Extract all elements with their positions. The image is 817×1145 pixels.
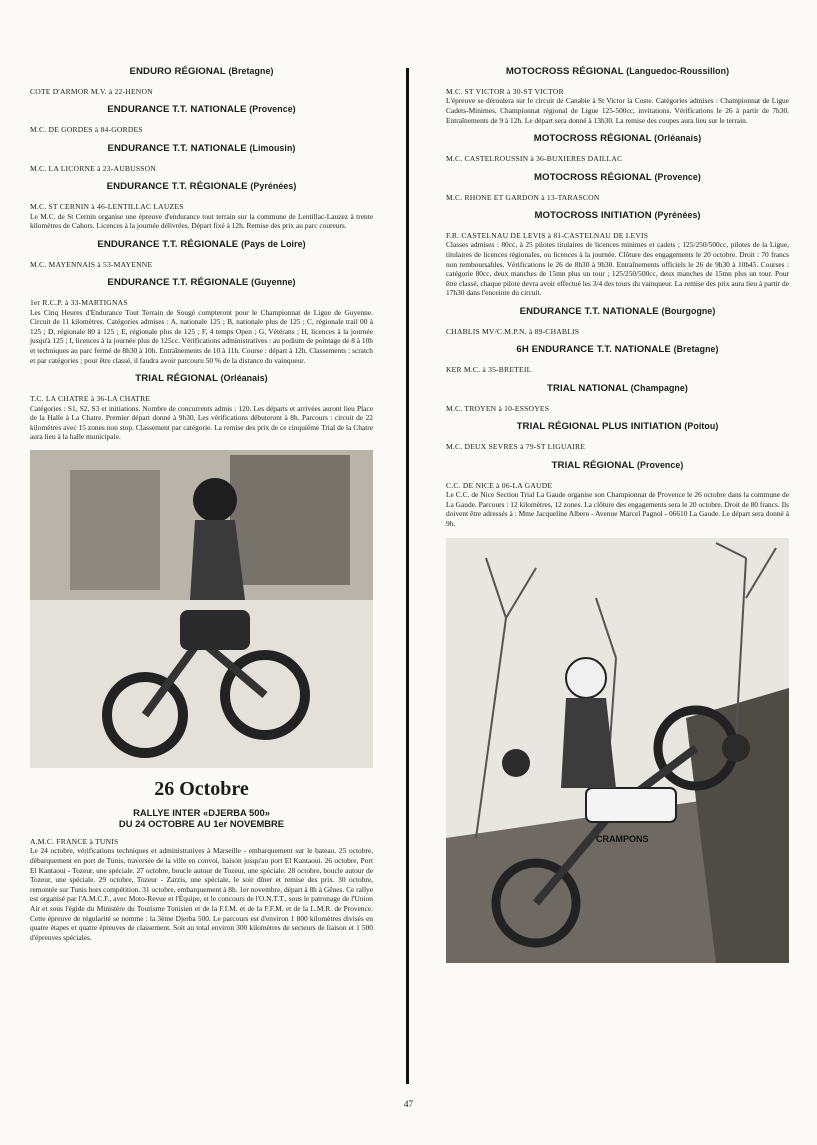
event-organizer: M.C. CASTELROUSSIN à 36-BUXIERES DAILLAC	[446, 154, 623, 164]
rallye-text: Le 24 octobre, vérifications techniques et administratives à Marseille - embarquement sur le bateau. 25 octobre, débarquement en port de Tunis, traversée de la ville en convoi, liaison jusqu'au port El Kantaoui. 26 octobre, Port El Kantaoui - Tozeur, une spéciale. 27 octobre, boucle autour de Tozeur, une spéciale. 28 octobre, boucle autour de Tozeur, une spéciale. 29 octobre, Tozeur - Zarzis, une spéciale, le soir dîner et remise des prix. 30 octobre, remontée sur Tunis hors compétition. 31 octobre, embarquement à 8h. 1er novembre, départ à 8h à Gênes. Ce rallye est organisé par l'A.M.C.F., avec Moto-Revue et l'Équipe, et le concours de l'O.N.T.T., sous le patronage de l'Union Air et sous l'égide du Ministère du Tourisme Tunisien et de la F.I.M. et de la F.F.M. et de la L.M.R. de Provence. Cette épreuve de régularité se nomme : la 3ème Djerba 500. Le parcours est d'environ 1 800 kilomètres divisés en quatre étapes et quatre épreuves de classement. Soit au total environ 300 kilomètres de secteurs de liaison et 1 500 d'épreuves spéciales.	[30, 846, 373, 942]
left-event-list	[30, 65, 373, 442]
event-title-region: (Guyenne)	[251, 277, 296, 288]
event-block	[30, 372, 373, 442]
event-title	[30, 103, 373, 116]
event-organizer: T.C. LA CHATRE à 36-LA CHATRE	[30, 394, 151, 404]
rallye-title-line1: RALLYE INTER «DJERBA 500»	[133, 806, 270, 818]
event-description: Catégories : S1, S2, S3 et initiations. Nombre de concurrents admis : 120. Les départs et arrivées auront lieu Place de la Halle à La Chatre. Premier départ donné à 9h30. Les vérifications débuteront à 8h. Parcours : circuit de 22 kilomètres avec 15 zones non stop. Classement par catégorie. La remise des prix de ce cinquième Trial de la Chatre aura lieu à la halle municipale.	[30, 403, 373, 442]
event-title-region: (Bourgogne)	[661, 305, 716, 316]
event-organizer: F.R. CASTELNAU DE LEVIS à 81-CASTELNAU DE LEVIS	[446, 231, 649, 240]
event-block	[446, 209, 789, 298]
event-title-name: MOTOCROSS INITIATION	[534, 210, 652, 221]
event-title	[446, 132, 789, 145]
event-title-region: (Pyrénées)	[654, 210, 701, 220]
event-organizer: M.C. TROYEN à 10-ESSOYES	[446, 403, 550, 413]
event-title-region: (Provence)	[654, 171, 701, 182]
event-organizer: M.C. DEUX SEVRES à 79-ST LIGUAIRE	[446, 442, 586, 452]
event-title-name: MOTOCROSS RÉGIONAL	[505, 66, 624, 77]
event-title	[446, 171, 789, 184]
rallye-title-line2: DU 24 OCTOBRE AU 1er NOVEMBRE	[118, 817, 285, 829]
event-block	[446, 305, 789, 336]
event-title-region: (Provence)	[636, 459, 684, 470]
event-title-name: MOTOCROSS RÉGIONAL	[533, 133, 652, 145]
trial-rider-photo	[446, 538, 789, 963]
event-title-name: ENDURANCE T.T. RÉGIONALE	[106, 181, 248, 193]
event-title	[30, 372, 373, 385]
event-block	[30, 142, 373, 173]
event-description: Le M.C. de St Cernin organise une épreuve d'endurance tout terrain sur la commune de Lentillac-Lauzez à trente kilomètres de Cahors. Licences à la journée délivrées. Départ fixé à 12h. Remise des prix au parc coureurs.	[30, 211, 373, 231]
event-organizer: C.C. DE NICE à 06-LA GAUDE	[446, 480, 553, 490]
date-heading: 26 Octobre	[154, 777, 249, 800]
event-title-region: (Poitou)	[684, 421, 719, 432]
page-number: 47	[404, 1099, 413, 1109]
column-divider	[406, 68, 409, 1084]
event-title	[30, 276, 373, 289]
enduro-rider-photo	[30, 450, 373, 768]
event-title	[446, 65, 789, 78]
event-block	[446, 382, 789, 413]
event-title-name: ENDURO RÉGIONAL	[129, 66, 226, 77]
event-description: L'épreuve se déroulera sur le circuit de Canabie à St Victor la Coste. Catégories admises : Championnat de Ligue Cadets-Minimes, Championnat régional de Ligue 125-500cc, invitations. Vérifications le 26 à partir de 7h30. Entraînements de 9 à 12h. Le départ sera donné à 13h30. La remise des coupes aura lieu sur le terrain.	[446, 96, 789, 125]
event-title	[30, 238, 373, 251]
motorcycle-photo-illustration	[30, 450, 373, 768]
event-block	[446, 65, 789, 125]
event-title-region: (Pays de Loire)	[241, 238, 306, 249]
event-block	[446, 343, 789, 374]
right-column	[446, 58, 789, 963]
event-block	[30, 238, 373, 269]
event-organizer: M.C. ST VICTOR à 30-ST VICTOR	[446, 87, 564, 96]
event-title	[446, 459, 789, 472]
event-title-region: (Bretagne)	[228, 66, 274, 76]
event-title	[446, 420, 789, 433]
event-title-name: TRIAL NATIONAL	[547, 382, 628, 394]
event-block	[446, 132, 789, 163]
event-title	[446, 343, 789, 356]
event-organizer: KER M.C. à 35-BRETEIL	[446, 365, 532, 375]
event-description: Le C.C. de Nice Section Trial La Gaude organise son Championnat de Provence le 26 octobre dans la commune de La Gaude. Parcours : 12 kilomètres, 12 zones. La clôture des engagements sera le 20 octobre. Droit de 80 francs. Ils doivent être adressés à : Mme Jacqueline Albero - Avenue Marcel Pagnol - 06610 La Gaude. Le départ sera donné à 9h.	[446, 490, 789, 528]
event-organizer: 1er R.C.P. à 33-MARTIGNAS	[30, 298, 128, 308]
event-title-name: 6H ENDURANCE T.T. NATIONALE	[516, 344, 671, 356]
event-organizer: COTE D'ARMOR M.V. à 22-HENON	[30, 87, 153, 96]
rallye-title	[30, 807, 373, 829]
event-title-name: TRIAL RÉGIONAL	[551, 459, 635, 471]
event-title-name: ENDURANCE T.T. NATIONALE	[107, 142, 247, 154]
crampons-text: CRAMPONS	[596, 834, 649, 845]
event-title-region: (Champagne)	[630, 382, 688, 393]
right-event-list	[446, 65, 789, 528]
rallye-org: A.M.C. FRANCE à TUNIS	[30, 836, 119, 846]
event-block	[30, 103, 373, 134]
event-title-region: (Orléanais)	[654, 133, 702, 144]
event-title	[446, 305, 789, 318]
event-organizer: M.C. LA LICORNE à 23-AUBUSSON	[30, 163, 157, 173]
event-title-name: MOTOCROSS RÉGIONAL	[534, 171, 652, 183]
event-title-region: (Pyrénées)	[250, 181, 297, 192]
trial-photo-illustration	[446, 538, 789, 963]
event-block	[30, 65, 373, 96]
event-organizer: M.C. DE GORDES à 84-GORDES	[30, 125, 143, 135]
event-organizer: CHABLIS MV/C.M.P.N. à 89-CHABLIS	[446, 326, 580, 336]
event-title	[30, 180, 373, 193]
event-block	[446, 459, 789, 529]
event-organizer: M.C. RHONE ET GARDON à 13-TARASCON	[446, 192, 600, 202]
event-title	[446, 382, 789, 395]
event-title-region: (Limousin)	[249, 142, 296, 153]
event-title-name: TRIAL RÉGIONAL PLUS INITIATION	[516, 421, 682, 433]
event-block	[446, 171, 789, 202]
event-title-name: ENDURANCE T.T. RÉGIONALE	[107, 277, 249, 289]
event-title-name: ENDURANCE T.T. NATIONALE	[107, 104, 247, 116]
event-title	[30, 65, 373, 78]
event-title-region: (Orléanais)	[220, 373, 268, 384]
event-title-name: ENDURANCE T.T. RÉGIONALE	[97, 238, 239, 250]
event-block	[446, 420, 789, 451]
event-title-name: ENDURANCE T.T. NATIONALE	[519, 305, 659, 317]
event-title-name: TRIAL RÉGIONAL	[135, 373, 218, 385]
event-title-region: (Bretagne)	[673, 344, 719, 355]
event-organizer: M.C. ST CERNIN à 46-LENTILLAC LAUZES	[30, 202, 184, 212]
event-block	[30, 180, 373, 231]
event-organizer: M.C. MAYENNAIS à 53-MAYENNE	[30, 259, 153, 269]
event-block	[30, 276, 373, 365]
left-column	[30, 58, 373, 942]
event-description: Les Cinq Heures d'Endurance Tout Terrain de Sougé compteront pour le Championnat de Ligue de Guyenne. Circuit de 11 kilomètres. Catégories admises : A, nationale 125 ; B, nationale plus de 125 ; C, régionale trail 00 à 125 ; D, régionale 80 à 125 ; E, régionale plus de 125 ; F, 4 temps Open ; G, Vétérans ; H, licences à la journée jusqu'à 125 ; I, licences à la journée plus de 125cc. Vérifications administratives : au podium de pointage de 8 à 10h et techniques au parc fermé de 8h30 à 10h. Entraînements de 10 à 11h. Course : départ à 12h. Classements : scratch et par catégories ; pour être classé, il faudra avoir parcouru 50 % de la distance du vainqueur.	[30, 307, 373, 365]
event-title-region: (Languedoc-Roussillon)	[626, 66, 730, 76]
event-title	[30, 142, 373, 155]
event-title	[446, 209, 789, 222]
event-description: Classes admises : 80cc, à 25 pilotes titulaires de licences minimes et cadets ; 125/250/500cc, pilotes de la Ligue, titulaires de licences régionales, ou licences à la journée. Clôture des engagements le 20 octobre. Droit : 70 francs non remboursables. Vérifications le 26 de 8h30 à 9h30. Entraînements officiels le 26 de 9h30 à 10h45. Courses : catégorie 80cc, deux manches de 15mn plus un tour ; 125/250/500cc, deux manches de 15mn plus un tour. Pour être classé, chaque pilote devra avoir effectué les 3/4 des tours du vainqueur. La remise des prix aura lieu à partir de 17h30 dans l'enceinte du circuit.	[446, 240, 789, 298]
event-title-region: (Provence)	[249, 104, 296, 115]
